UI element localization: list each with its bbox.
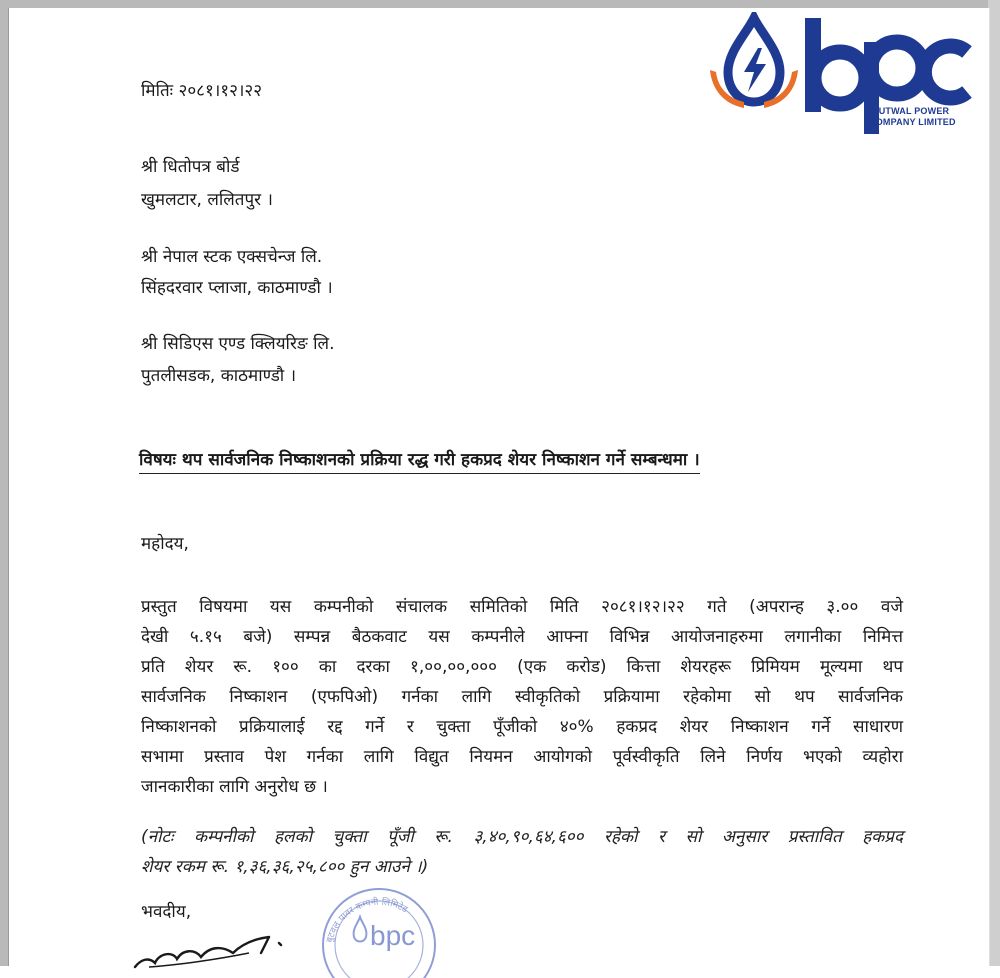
recipient-2-address: सिंहदरवार प्लाजा, काठमाण्डौ । [141, 278, 333, 298]
body-paragraph [141, 592, 903, 802]
body-line: देखी ५.१५ बजे) सम्पन्न बैठकवाट यस कम्पनीले आफ्ना विभिन्न आयोजनाहरुमा लगानीका निमित्त [141, 627, 903, 647]
recipient-1-name: श्री धितोपत्र बोर्ड [141, 157, 240, 177]
note-line: शेयर रकम रू. १,३६,३६,२५,८०० हुन आउने ।) [141, 857, 429, 877]
body-line: प्रति शेयर रू. १०० का दरका १,००,००,००० (एक करोड) कित्ता शेयरहरू प्रिमियम मूल्यमा थप [141, 657, 903, 677]
stamp-logo-text: bpc [370, 920, 416, 951]
closing: भवदीय, [141, 902, 192, 922]
recipient-2-name: श्री नेपाल स्टक एक्सचेन्ज लि. [141, 247, 323, 267]
letter-date: मितिः २०८१।१२।२२ [141, 81, 263, 101]
body-line: सभामा प्रस्ताव पेश गर्नका लागि विद्युत नियमन आयोगको पूर्वस्वीकृति लिने निर्णय भएको व्यहोरा [141, 747, 903, 767]
body-line: सार्वजनिक निष्काशन (एफपिओ) गर्नका लागि स्वीकृतिको प्रक्रियामा रहेकोमा सो थप सार्वजनिक [141, 687, 903, 707]
recipient-1-address: खुमलटार, ललितपुर । [141, 190, 273, 210]
recipient-3-name: श्री सिडिएस एण्ड क्लियरिङ लि. [141, 334, 335, 354]
screen-frame-top [0, 0, 1000, 8]
letter-page [8, 8, 990, 966]
stamp-ring-text: बुटवल पावर कम्पनी लिमिटेड [325, 897, 409, 944]
note-paragraph [141, 822, 903, 882]
recipient-3-address: पुतलीसडक, काठमाण्डौ । [141, 366, 297, 386]
body-line: निष्काशनको प्रक्रियालाई रद्द गर्ने र चुक्ता पूँजीको ४०% हकप्रद शेयर निष्काशन गर्ने साधारण [141, 717, 903, 737]
company-stamp [314, 883, 444, 978]
body-line: जानकारीका लागि अनुरोध छ । [141, 777, 328, 797]
screen-frame-left [0, 0, 8, 966]
letter-subject: विषयः थप सार्वजनिक निष्काशनको प्रक्रिया रद्ध गरी हकप्रद शेयर निष्काशन गर्ने सम्बन्धमा । [139, 448, 700, 474]
logo-company-line1: BUTWAL POWER [872, 106, 950, 116]
logo-company-line2: COMPANY LIMITED [869, 117, 956, 127]
salutation: महोदय, [141, 534, 189, 554]
note-line: (नोटः कम्पनीको हलको चुक्ता पूँजी रू. ३,४०,९०,६४,६०० रहेको र सो अनुसार प्रस्तावित हकप्रद [141, 827, 903, 847]
company-logo [702, 12, 972, 140]
body-line: प्रस्तुत विषयमा यस कम्पनीको संचालक समितिको मिति २०८१।१२।२२ गते (अपरान्ह ३.०० वजे [141, 597, 903, 617]
